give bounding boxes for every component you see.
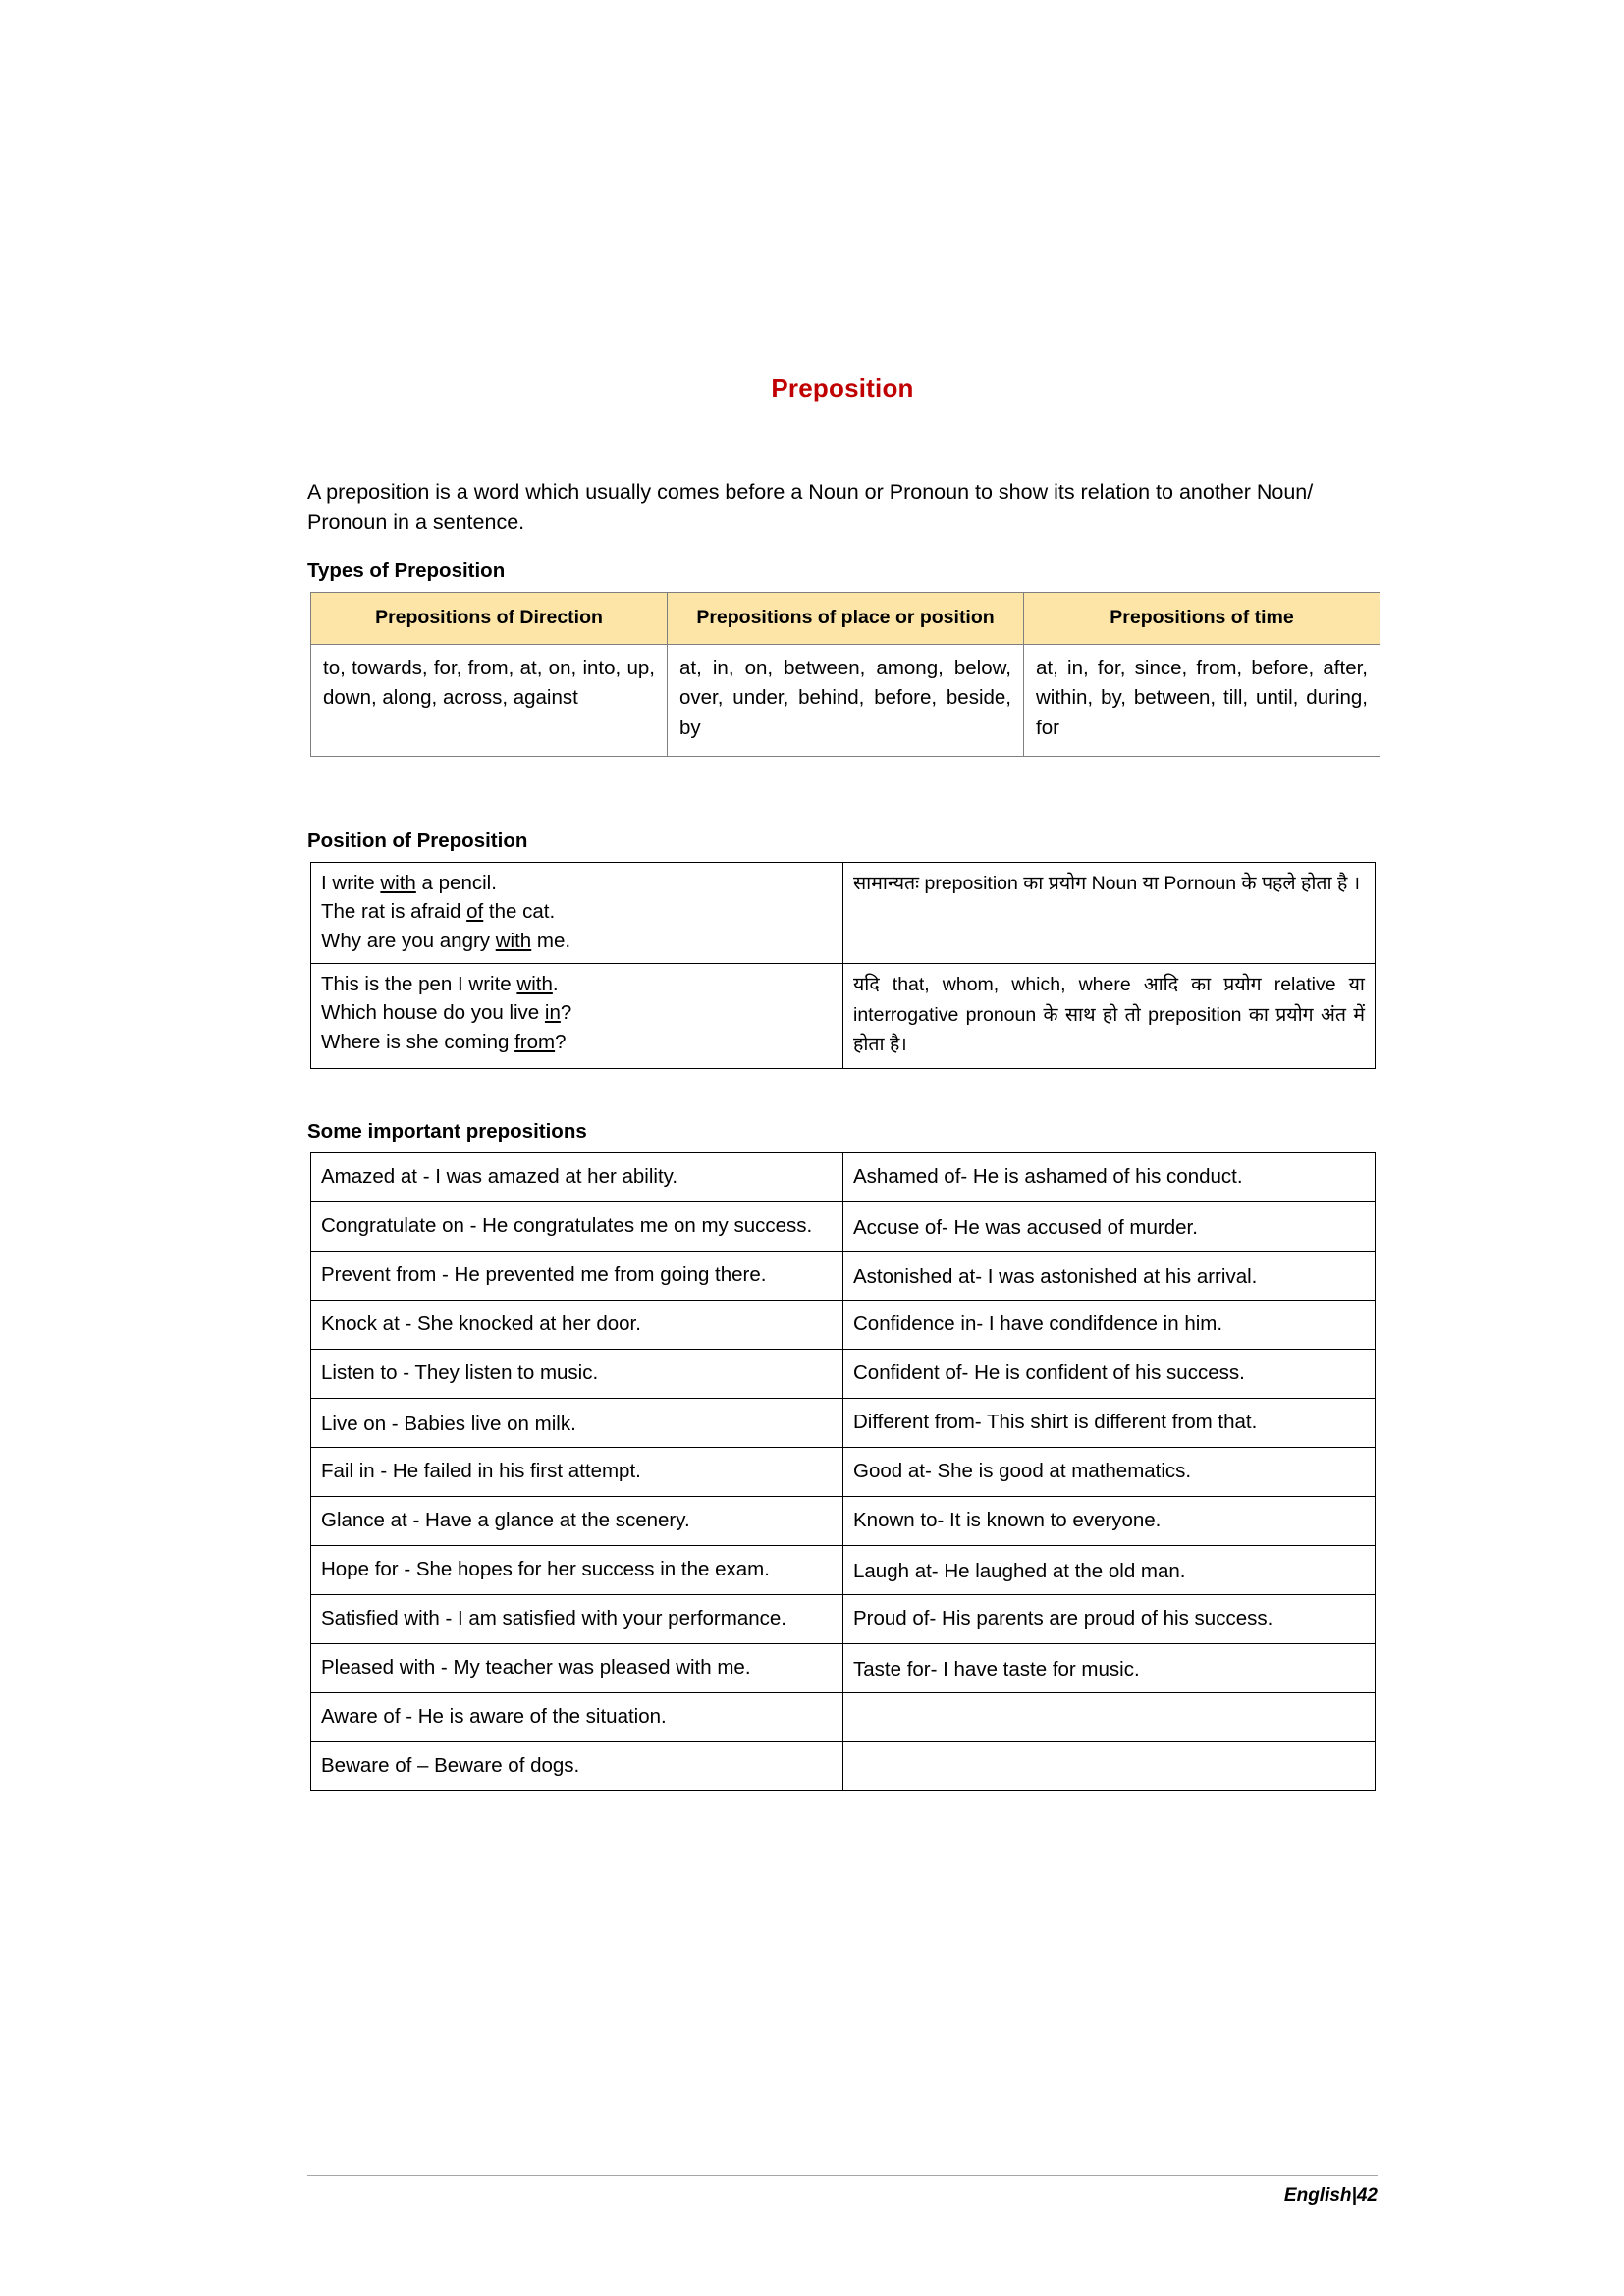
cell-preposition-right: Accuse of- He was accused of murder. <box>843 1202 1376 1252</box>
cell-hindi-note-1: सामान्यतः preposition का प्रयोग Noun या Pornoun के पहले होता है । <box>843 862 1376 963</box>
cell-preposition-right: Ashamed of- He is ashamed of his conduct. <box>843 1153 1376 1202</box>
cell-examples-normal <box>311 862 843 963</box>
cell-preposition-right <box>843 1742 1376 1791</box>
types-section-heading: Types of Preposition <box>307 560 506 583</box>
table-row <box>311 1252 1376 1301</box>
example-line: Which house do you live in? <box>321 1001 572 1025</box>
table-row <box>311 1202 1376 1252</box>
cell-preposition-left: Pleased with - My teacher was pleased with me. <box>311 1644 843 1693</box>
position-section-heading: Position of Preposition <box>307 828 528 852</box>
column-header-place: Prepositions of place or position <box>668 593 1024 644</box>
cell-preposition-left: Fail in - He failed in his first attempt. <box>311 1448 843 1497</box>
table-row <box>311 963 1376 1068</box>
table-row <box>311 1153 1376 1202</box>
cell-preposition-right: Confident of- He is confident of his success. <box>843 1350 1376 1399</box>
cell-preposition-left: Hope for - She hopes for her success in the exam. <box>311 1546 843 1595</box>
footer-label: English <box>1283 2185 1352 2206</box>
table-row <box>311 644 1380 756</box>
cell-preposition-left: Aware of - He is aware of the situation. <box>311 1693 843 1742</box>
footer-divider <box>307 2175 1378 2176</box>
cell-preposition-left: Prevent from - He prevented me from going there. <box>311 1252 843 1301</box>
example-line: I write with a pencil. <box>321 871 497 894</box>
cell-preposition-left: Glance at - Have a glance at the scenery. <box>311 1497 843 1546</box>
cell-preposition-right: Taste for- I have taste for music. <box>843 1644 1376 1693</box>
cell-preposition-right: Good at- She is good at mathematics. <box>843 1448 1376 1497</box>
cell-preposition-left: Congratulate on - He congratulates me on my success. <box>311 1202 843 1252</box>
example-line: This is the pen I write with. <box>321 972 559 995</box>
cell-preposition-left: Live on - Babies live on milk. <box>311 1399 843 1448</box>
table-row <box>311 1350 1376 1399</box>
types-of-preposition-table <box>310 592 1380 757</box>
footer-page-number: |42 <box>1351 2185 1378 2206</box>
position-of-preposition-table <box>310 862 1376 1069</box>
table-row <box>311 1693 1376 1742</box>
table-header-row <box>311 593 1380 644</box>
table-row <box>311 1448 1376 1497</box>
cell-preposition-right: Different from- This shirt is different from that. <box>843 1399 1376 1448</box>
cell-direction-list: to, towards, for, from, at, on, into, up, down, along, across, against <box>311 644 668 756</box>
cell-examples-end <box>311 963 843 1068</box>
important-section-heading: Some important prepositions <box>307 1120 587 1144</box>
cell-place-list: at, in, on, between, among, below, over, under, behind, before, beside, by <box>668 644 1024 756</box>
table-row <box>311 1595 1376 1644</box>
cell-preposition-right <box>843 1693 1376 1742</box>
cell-preposition-left: Beware of – Beware of dogs. <box>311 1742 843 1791</box>
example-line: Why are you angry with me. <box>321 929 571 952</box>
cell-hindi-note-2: यदि that, whom, which, where आदि का प्रयोग relative या interrogative pronoun के साथ हो तो preposition का प्रयोग अंत में होता है। <box>843 963 1376 1068</box>
page-footer <box>307 2185 1378 2207</box>
cell-preposition-right: Known to- It is known to everyone. <box>843 1497 1376 1546</box>
column-header-direction: Prepositions of Direction <box>311 593 668 644</box>
cell-preposition-left: Satisfied with - I am satisfied with your performance. <box>311 1595 843 1644</box>
cell-preposition-left: Knock at - She knocked at her door. <box>311 1301 843 1350</box>
example-line: Where is she coming from? <box>321 1030 567 1053</box>
intro-paragraph: A preposition is a word which usually comes before a Noun or Pronoun to show its relation to another Noun/ Pronoun in a sentence. <box>307 480 1314 535</box>
table-row <box>311 1399 1376 1448</box>
table-row <box>311 1301 1376 1350</box>
important-prepositions-table <box>310 1152 1376 1791</box>
page-content <box>307 373 1378 1791</box>
cell-preposition-left: Listen to - They listen to music. <box>311 1350 843 1399</box>
table-row <box>311 1742 1376 1791</box>
cell-preposition-right: Astonished at- I was astonished at his arrival. <box>843 1252 1376 1301</box>
cell-time-list: at, in, for, since, from, before, after, within, by, between, till, until, during, for <box>1024 644 1380 756</box>
column-header-time: Prepositions of time <box>1024 593 1380 644</box>
cell-preposition-right: Proud of- His parents are proud of his success. <box>843 1595 1376 1644</box>
cell-preposition-left: Amazed at - I was amazed at her ability. <box>311 1153 843 1202</box>
cell-preposition-right: Confidence in- I have condifdence in him. <box>843 1301 1376 1350</box>
table-row <box>311 1546 1376 1595</box>
page-title: Preposition <box>771 373 914 402</box>
table-row <box>311 1644 1376 1693</box>
table-row <box>311 1497 1376 1546</box>
example-line: The rat is afraid of the cat. <box>321 900 556 924</box>
table-row <box>311 862 1376 963</box>
cell-preposition-right: Laugh at- He laughed at the old man. <box>843 1546 1376 1595</box>
